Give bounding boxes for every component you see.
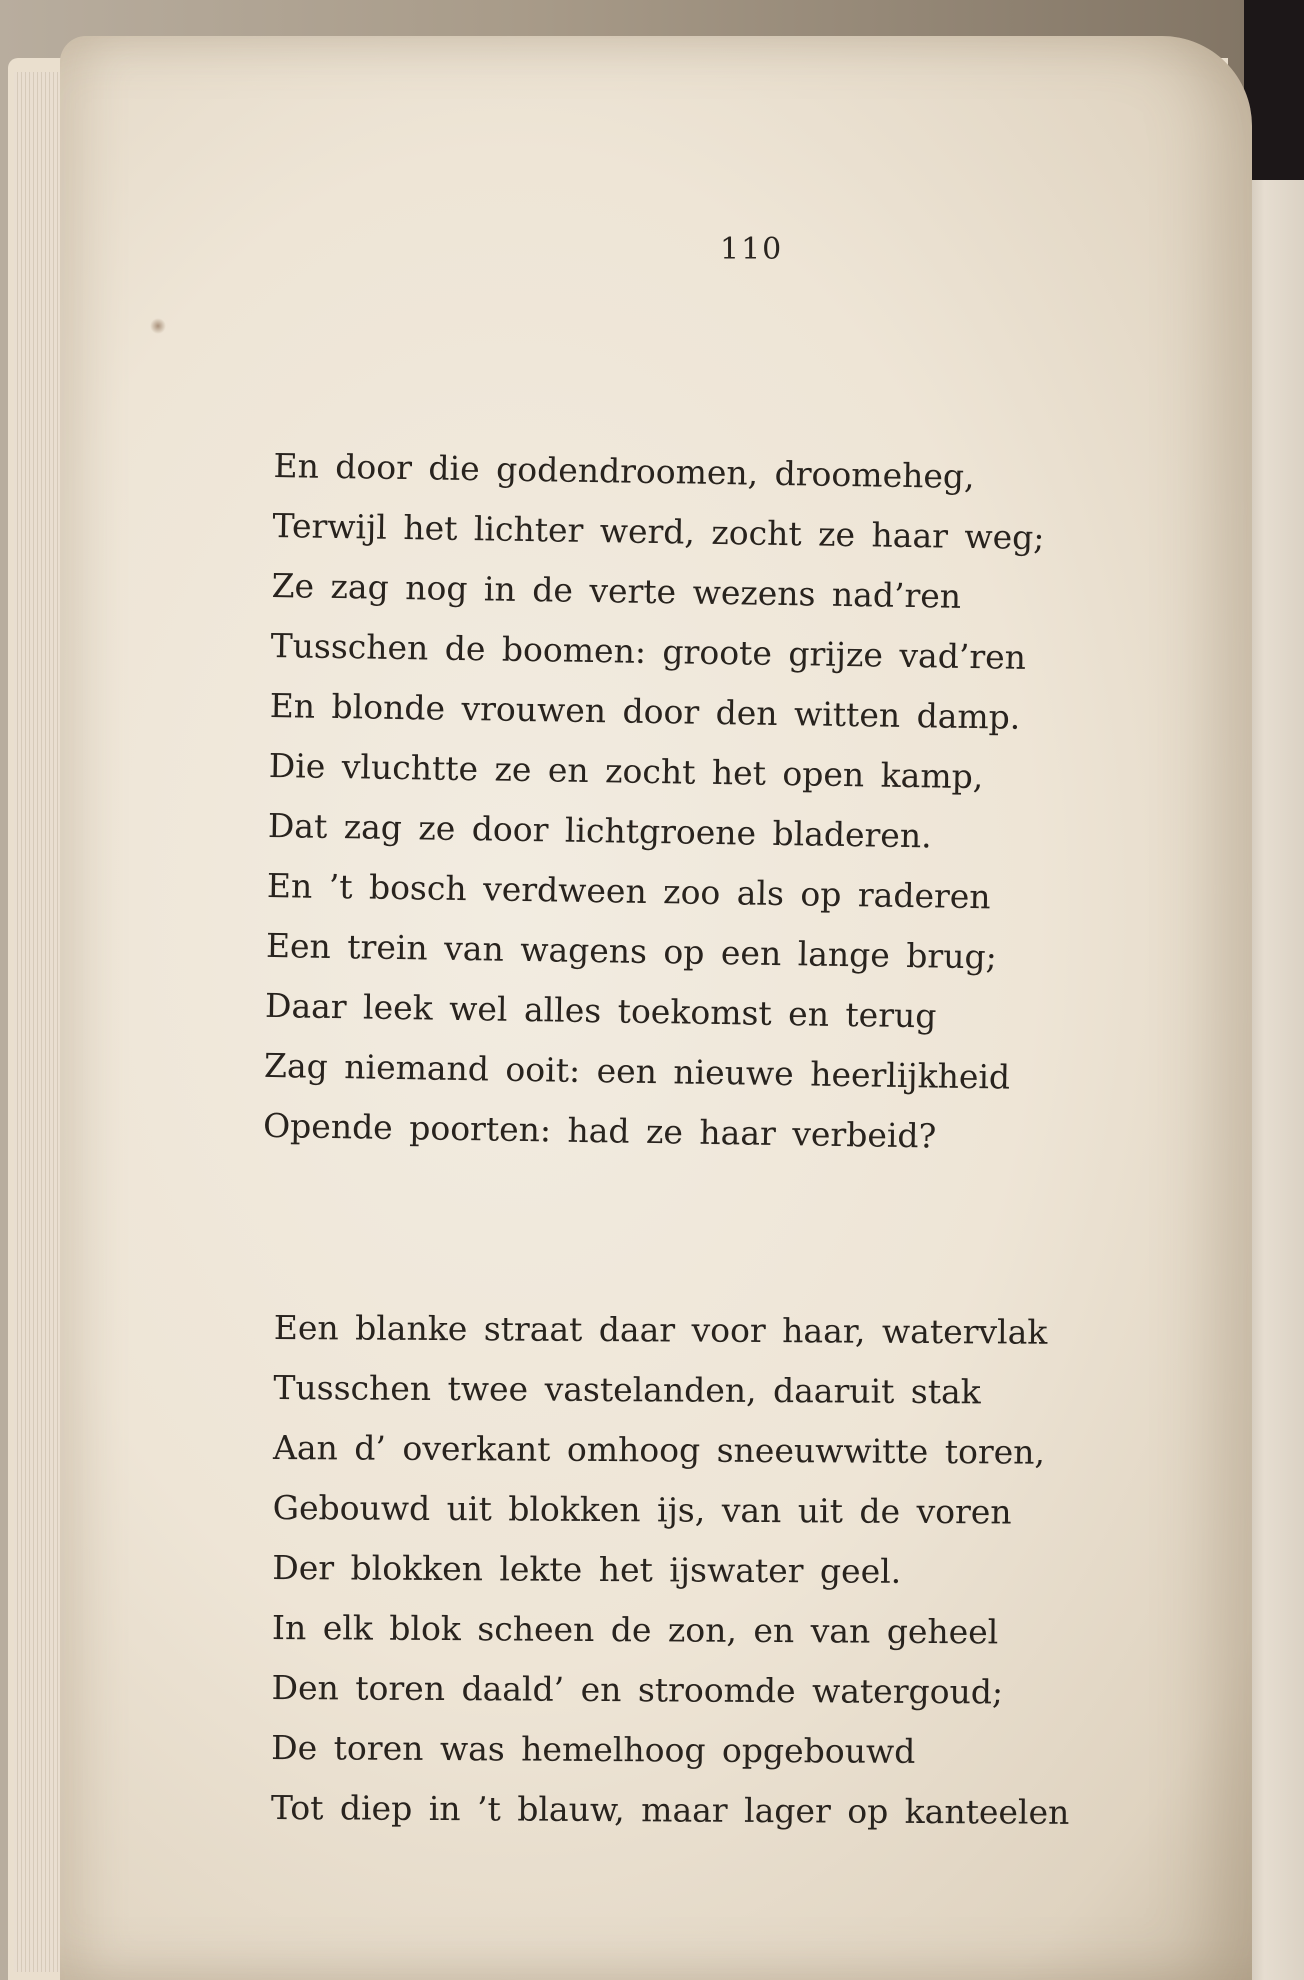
poem-line: Tot diep in ’t blauw, maar lager op kanteelen (270, 1787, 1070, 1832)
poem-line: Tusschen de boomen: groote grijze vad’ren (270, 625, 1027, 677)
stanza-2 (271, 1298, 1204, 1844)
poem-line: Aan d’ overkant omhoog sneeuwwitte toren, (272, 1427, 1046, 1472)
poem-line: In elk blok scheen de zon, en van geheel (271, 1607, 999, 1652)
poem-line: Zag niemand ooit: een nieuwe heerlijkheid (263, 1045, 1011, 1097)
poem-line: Een trein van wagens op een lange brug; (265, 925, 998, 977)
poem-line: Dat zag ze door lichtgroene bladeren. (267, 805, 932, 856)
poem-line: Terwijl het lichter werd, zocht ze haar weg; (272, 505, 1045, 558)
poem-line: En door die godendroomen, droomeheg, (273, 445, 975, 497)
poem-line: Tusschen twee vastelanden, daaruit stak (273, 1367, 981, 1412)
poem-line: Een blanke straat daar voor haar, watervlak (273, 1307, 1048, 1352)
poem-line: Opende poorten: had ze haar verbeid? (262, 1105, 937, 1156)
page-number: 110 (720, 232, 784, 267)
paper-stain (150, 318, 166, 334)
poem-line: Gebouwd uit blokken ijs, van uit de voren (272, 1487, 1012, 1532)
poem-line: En ’t bosch verdween zoo als op raderen (266, 865, 991, 917)
poem-line: Der blokken lekte het ijswater geel. (272, 1547, 902, 1591)
stanza-1 (263, 436, 1204, 1171)
poem-line: Ze zag nog in de verte wezens nad’ren (271, 565, 962, 616)
poem-line: Die vluchtte ze en zocht het open kamp, (268, 745, 984, 797)
poem-line: En blonde vrouwen door den witten damp. (269, 685, 1021, 737)
poem-line: Den toren daald’ en stroomde watergoud; (271, 1667, 1004, 1712)
poem-line: Daar leek wel alles toekomst en terug (264, 985, 937, 1036)
poem-line: De toren was hemelhoog opgebouwd (271, 1727, 916, 1771)
